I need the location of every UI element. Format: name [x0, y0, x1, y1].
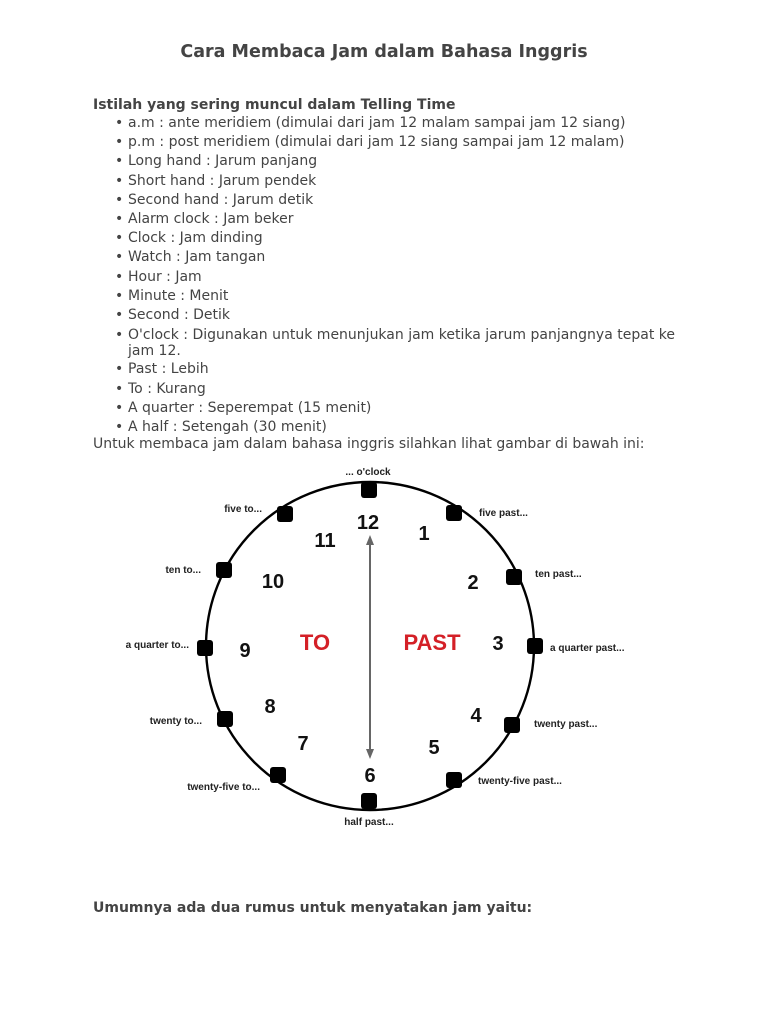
list-item: • Long hand : Jarum panjang: [93, 152, 675, 171]
tick-label-ten-to: ten to...: [165, 565, 201, 576]
tick-label-ten-past: ten past...: [535, 569, 582, 580]
clock-number-9: 9: [239, 640, 251, 662]
tick-marker-8: [217, 711, 233, 727]
tick-marker-9: [197, 640, 213, 656]
page-title: Cara Membaca Jam dalam Bahasa Inggris: [180, 42, 588, 62]
list-item: • Minute : Menit: [93, 287, 675, 306]
past-label: PAST: [403, 630, 461, 655]
list-item: • a.m : ante meridiem (dimulai dari jam 12 malam sampai jam 12 siang): [93, 114, 675, 133]
tick-label-half-past: half past...: [344, 817, 394, 828]
formula-heading: Umumnya ada dua rumus untuk menyatakan jam yaitu:: [93, 900, 533, 916]
tick-marker-4: [504, 717, 520, 733]
tick-label-five-to: five to...: [224, 504, 262, 515]
list-item: • Second : Detik: [93, 306, 675, 325]
list-item: • Short hand : Jarum pendek: [93, 172, 675, 191]
clock-number-11: 11: [314, 530, 336, 552]
arrow-up-icon: [366, 535, 374, 545]
list-item: • To : Kurang: [93, 380, 675, 399]
tick-marker-5: [446, 772, 462, 788]
tick-marker-12: [361, 482, 377, 498]
clock-number-4: 4: [470, 705, 482, 727]
list-item: • Clock : Jam dinding: [93, 229, 675, 248]
list-item: • Second hand : Jarum detik: [93, 191, 675, 210]
list-item: • A half : Setengah (30 menit): [93, 418, 675, 437]
clock-number-3: 3: [492, 633, 504, 655]
tick-label-oclock: ... o'clock: [345, 467, 391, 478]
tick-marker-10: [216, 562, 232, 578]
clock-diagram: [0, 455, 768, 840]
tick-marker-7: [270, 767, 286, 783]
list-item: • Hour : Jam: [93, 268, 675, 287]
list-item: • Watch : Jam tangan: [93, 248, 675, 267]
list-item: • p.m : post meridiem (dimulai dari jam 12 siang sampai jam 12 malam): [93, 133, 675, 152]
tick-label-twenty-past: twenty past...: [534, 719, 598, 730]
clock-number-2: 2: [467, 572, 479, 594]
tick-marker-1: [446, 505, 462, 521]
tick-label-twenty-five-past: twenty-five past...: [478, 776, 562, 787]
tick-marker-3: [527, 638, 543, 654]
list-item: • Alarm clock : Jam beker: [93, 210, 675, 229]
arrow-down-icon: [366, 749, 374, 759]
tick-label-quarter-past: a quarter past...: [550, 643, 625, 654]
clock-number-8: 8: [264, 696, 276, 718]
terms-list: [93, 114, 675, 437]
tick-label-five-past: five past...: [479, 508, 528, 519]
clock-number-12: 12: [356, 512, 380, 534]
tick-label-twenty-five-to: twenty-five to...: [187, 782, 260, 793]
tick-marker-6: [361, 793, 377, 809]
tick-label-twenty-to: twenty to...: [149, 716, 202, 727]
clock-number-1: 1: [418, 523, 430, 545]
clock-number-5: 5: [428, 737, 440, 759]
to-label: TO: [299, 630, 331, 655]
list-item: • A quarter : Seperempat (15 menit): [93, 399, 675, 418]
tick-marker-11: [277, 506, 293, 522]
clock-number-6: 6: [364, 765, 376, 787]
list-item: • Past : Lebih: [93, 360, 675, 379]
section-heading: Istilah yang sering muncul dalam Telling Time: [93, 97, 456, 113]
tick-label-quarter-to: a quarter to...: [125, 640, 189, 651]
list-item: • O'clock : Digunakan untuk menunjukan jam ketika jarum panjangnya tepat ke jam 12.: [93, 327, 675, 359]
clock-number-10: 10: [261, 571, 285, 593]
tick-marker-2: [506, 569, 522, 585]
intro-text: Untuk membaca jam dalam bahasa inggris silahkan lihat gambar di bawah ini:: [93, 436, 645, 452]
clock-number-7: 7: [297, 733, 309, 755]
